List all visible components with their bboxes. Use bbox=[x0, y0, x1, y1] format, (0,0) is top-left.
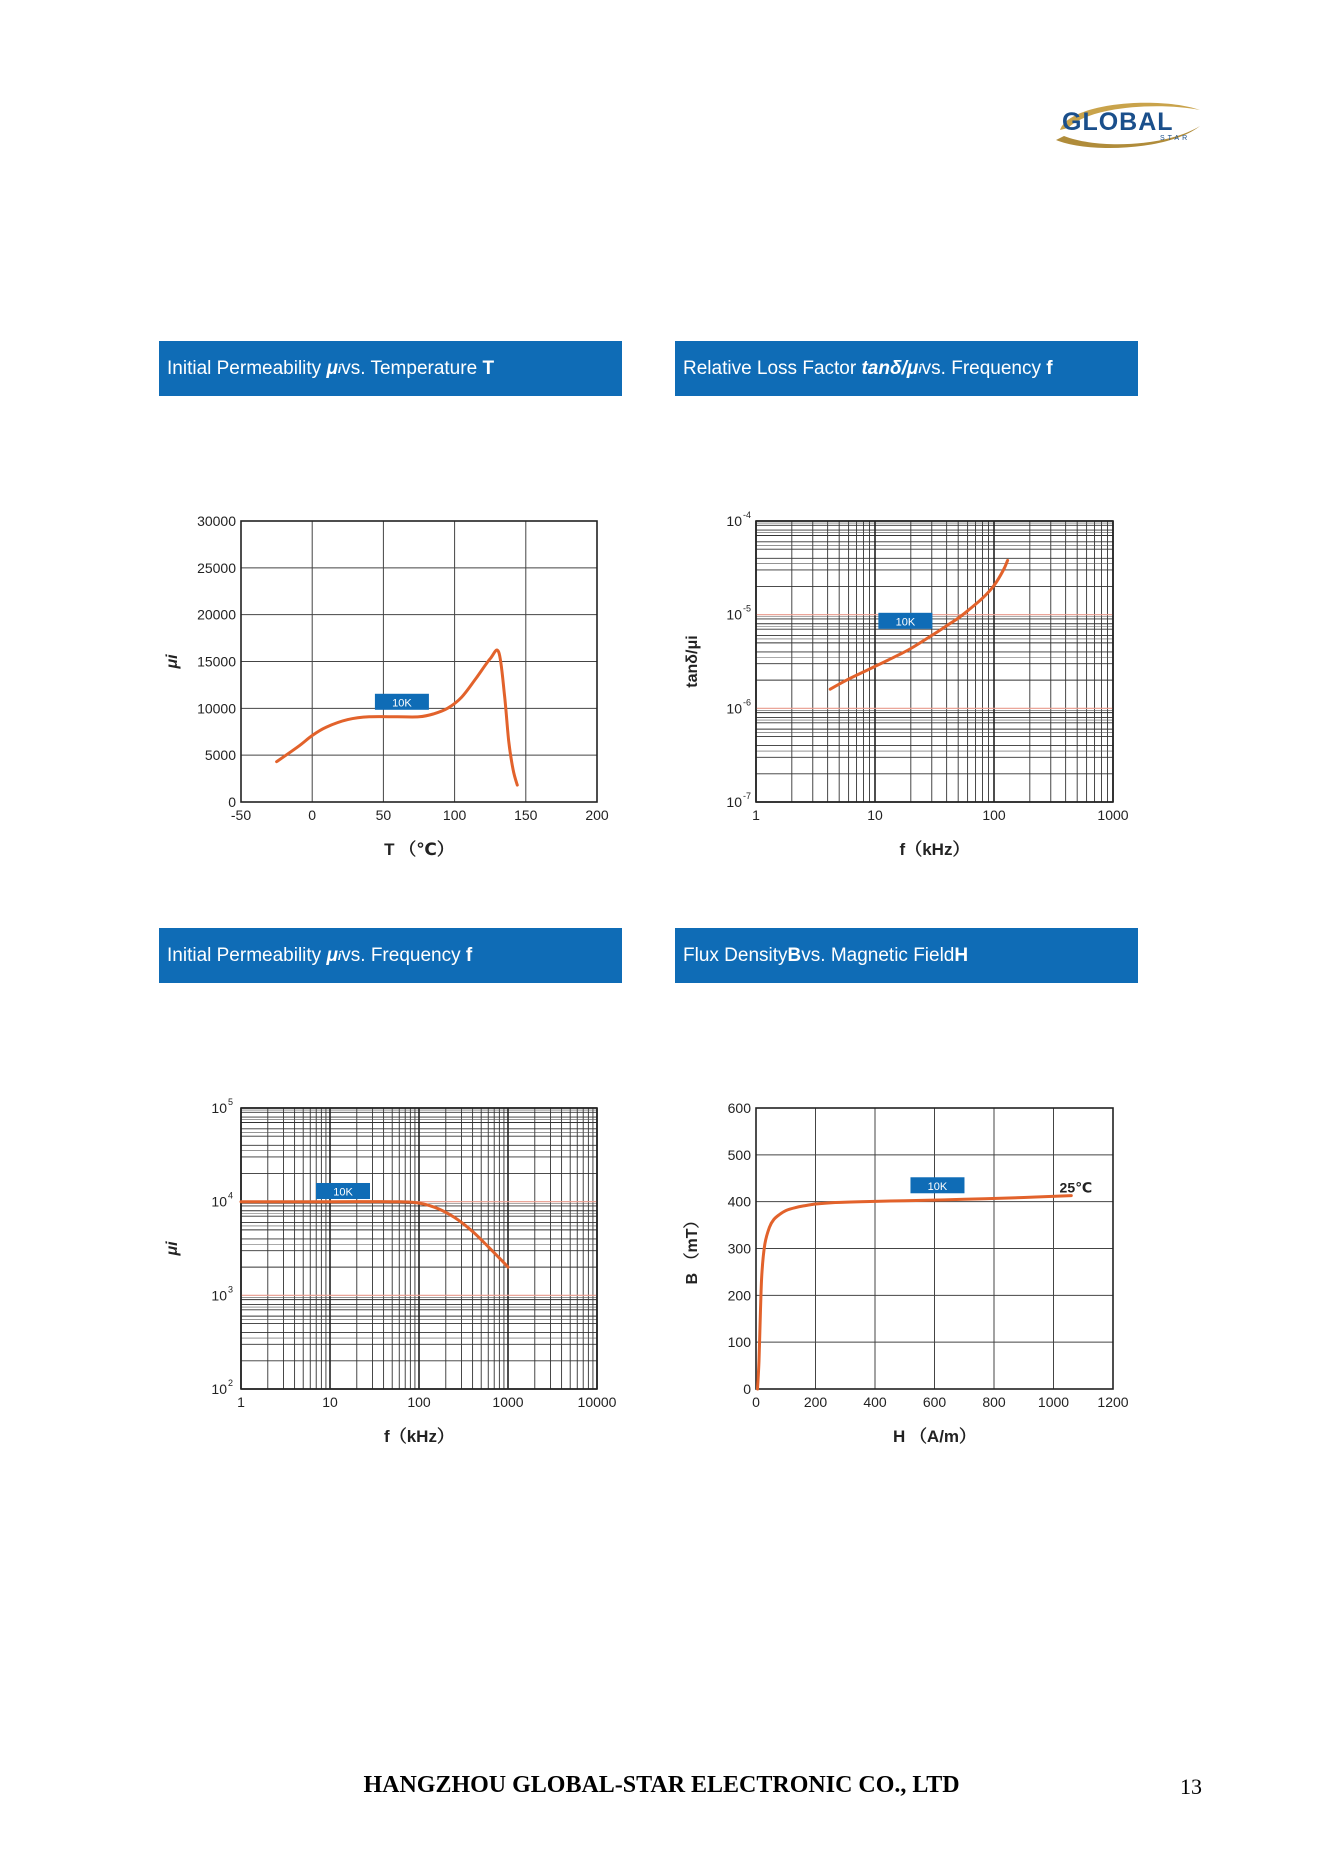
y-axis-label: tanδ/μi bbox=[684, 635, 701, 688]
x-tick-label: 10000 bbox=[577, 1394, 617, 1410]
x-tick-label: 0 bbox=[308, 807, 317, 823]
chart-plot bbox=[675, 433, 1138, 859]
x-axis-label: f（kHz） bbox=[899, 840, 970, 859]
x-axis-label: f（kHz） bbox=[384, 1427, 454, 1446]
x-tick-label: -50 bbox=[230, 807, 252, 823]
x-tick-label: 400 bbox=[863, 1394, 887, 1410]
y-axis-label: μi bbox=[164, 1241, 181, 1256]
y-axis-label: B （mT） bbox=[684, 1212, 701, 1285]
chart-title: Flux Density B vs. Magnetic Field H bbox=[675, 928, 1138, 983]
chart-title: Initial Permeability μ i vs. Temperature T bbox=[159, 341, 622, 396]
x-tick-label: 10 bbox=[867, 807, 883, 823]
y-tick-exponent: 5 bbox=[228, 1097, 234, 1107]
x-tick-label: 10 bbox=[322, 1394, 338, 1410]
y-tick-label: 600 bbox=[727, 1100, 751, 1116]
y-axis-label: μi bbox=[164, 654, 181, 669]
y-tick-label: 10 bbox=[726, 606, 742, 623]
y-tick-exponent: -5 bbox=[743, 603, 752, 614]
x-tick-label: 1000 bbox=[1097, 807, 1129, 823]
x-tick-label: 1000 bbox=[1037, 1394, 1070, 1410]
series-line-10K bbox=[758, 1196, 1072, 1389]
x-tick-label: 200 bbox=[585, 807, 609, 823]
y-tick-exponent: 4 bbox=[228, 1190, 234, 1201]
badge-label: 10K bbox=[392, 697, 412, 710]
x-tick-label: 1 bbox=[752, 807, 760, 823]
page-number: 13 bbox=[1180, 1774, 1202, 1799]
y-tick-label: 100 bbox=[727, 1334, 751, 1351]
y-tick-label: 500 bbox=[727, 1146, 751, 1163]
series-badge bbox=[910, 1177, 964, 1193]
chart-title: Relative Loss Factor tanδ/μ i vs. Frequency f bbox=[675, 341, 1138, 396]
x-tick-label: 800 bbox=[982, 1394, 1006, 1410]
series-badge bbox=[878, 613, 932, 629]
series-line-10K bbox=[277, 650, 518, 785]
x-tick-label: 50 bbox=[375, 807, 392, 823]
grid bbox=[756, 521, 1113, 802]
company-logo bbox=[1050, 96, 1210, 156]
x-tick-label: 100 bbox=[407, 1394, 431, 1410]
y-tick-exponent: -7 bbox=[743, 791, 752, 801]
y-tick-label: 400 bbox=[727, 1193, 751, 1210]
chart-plot bbox=[159, 433, 622, 859]
x-tick-label: 100 bbox=[442, 807, 467, 823]
y-tick-label: 0 bbox=[743, 1381, 751, 1397]
y-tick-label: 20000 bbox=[197, 606, 236, 623]
chart-plot bbox=[159, 1020, 622, 1446]
badge-label: 10K bbox=[895, 616, 916, 629]
chart-loss-factor-vs-frequency bbox=[675, 341, 1138, 859]
y-tick-label: 10 bbox=[726, 700, 742, 717]
x-tick-label: 600 bbox=[922, 1394, 947, 1410]
badge-label: 10K bbox=[333, 1186, 353, 1199]
y-tick-label: 5000 bbox=[204, 747, 236, 764]
y-tick-exponent: 2 bbox=[228, 1378, 234, 1388]
y-tick-label: 25000 bbox=[197, 559, 236, 576]
chart-permeability-vs-temperature bbox=[159, 341, 622, 859]
y-tick-label: 15000 bbox=[197, 653, 236, 670]
series-line-10K bbox=[241, 1202, 508, 1267]
chart-flux-density-vs-field bbox=[675, 928, 1138, 1446]
series-badge bbox=[375, 694, 429, 710]
y-tick-exponent: -4 bbox=[743, 510, 752, 520]
footer-company: HANGZHOU GLOBAL-STAR ELECTRONIC CO., LTD bbox=[363, 1772, 960, 1798]
chart-permeability-vs-frequency bbox=[159, 928, 622, 1446]
x-tick-label: 1 bbox=[237, 1394, 245, 1410]
x-axis-label: T （℃） bbox=[384, 840, 454, 859]
temperature-annotation: 25℃ bbox=[1059, 1179, 1093, 1196]
grid bbox=[241, 521, 597, 802]
y-tick-label: 10 bbox=[211, 1193, 227, 1210]
y-tick-label: 200 bbox=[727, 1287, 751, 1304]
y-tick-label: 10000 bbox=[197, 700, 236, 717]
chart-plot bbox=[675, 1020, 1138, 1446]
x-tick-label: 0 bbox=[752, 1394, 760, 1410]
y-tick-label: 10 bbox=[726, 513, 742, 529]
y-tick-exponent: -6 bbox=[743, 697, 752, 708]
y-tick-label: 300 bbox=[727, 1240, 751, 1257]
logo-subtext: STAR bbox=[1160, 135, 1191, 142]
x-tick-label: 200 bbox=[803, 1394, 828, 1410]
y-tick-exponent: 3 bbox=[228, 1284, 234, 1295]
x-tick-label: 100 bbox=[982, 807, 1006, 823]
y-tick-label: 30000 bbox=[197, 513, 236, 529]
y-tick-label: 10 bbox=[211, 1287, 227, 1304]
badge-label: 10K bbox=[927, 1180, 948, 1193]
x-axis-label: H （A/m） bbox=[892, 1427, 977, 1446]
x-tick-label: 1200 bbox=[1097, 1394, 1129, 1410]
series-badge bbox=[316, 1183, 370, 1199]
grid bbox=[756, 1108, 1113, 1389]
grid bbox=[241, 1108, 597, 1389]
plot-frame bbox=[756, 521, 1113, 802]
x-tick-label: 1000 bbox=[492, 1394, 524, 1410]
y-tick-label: 10 bbox=[211, 1381, 227, 1397]
logo-text: GLOBAL bbox=[1062, 108, 1174, 136]
y-tick-label: 10 bbox=[726, 794, 742, 810]
x-tick-label: 150 bbox=[514, 807, 538, 823]
y-tick-label: 0 bbox=[228, 794, 236, 810]
chart-title: Initial Permeability μ i vs. Frequency f bbox=[159, 928, 622, 983]
y-tick-label: 10 bbox=[211, 1100, 227, 1116]
